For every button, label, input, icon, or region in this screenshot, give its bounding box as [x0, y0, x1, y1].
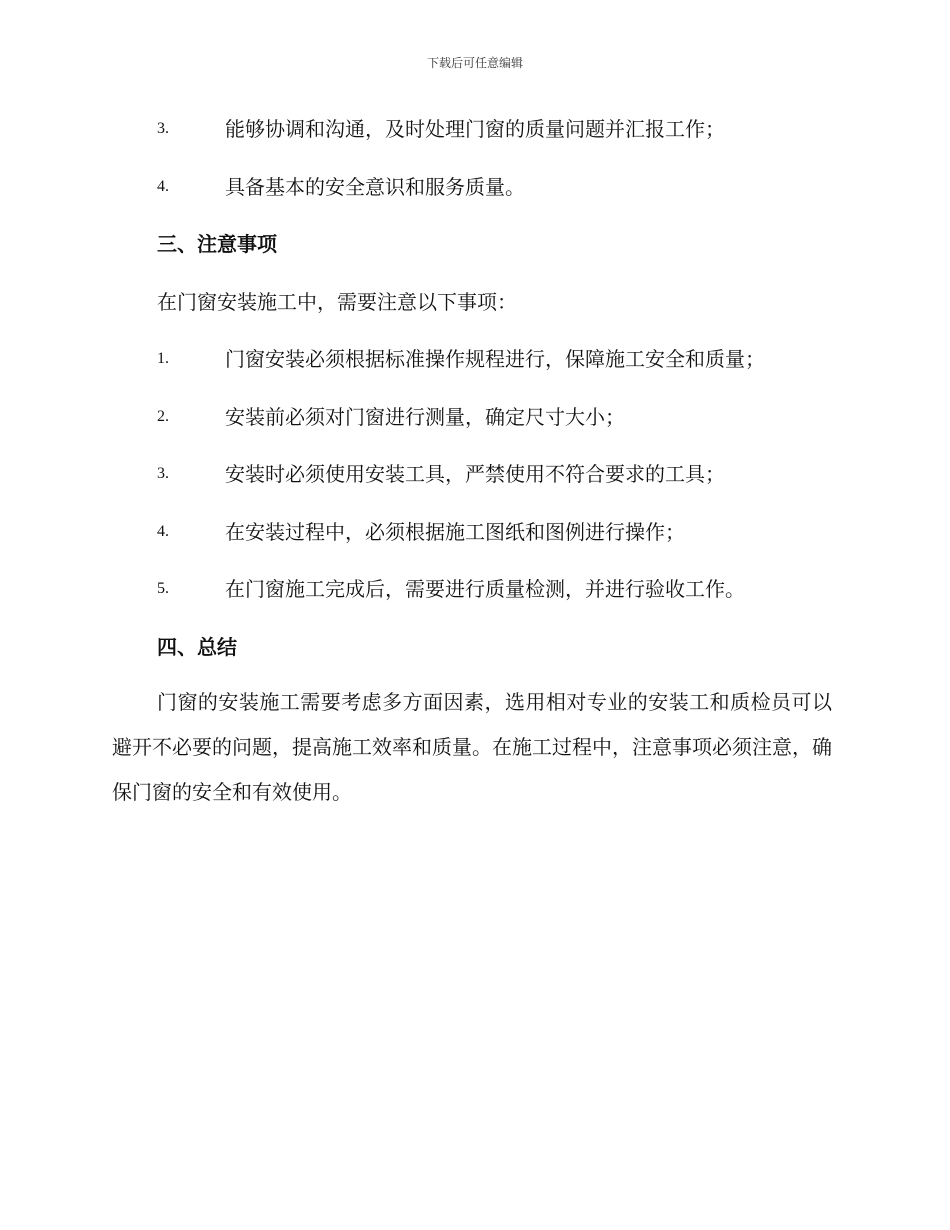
summary-paragraph: 门窗的安装施工需要考虑多方面因素，选用相对专业的安装工和质检员可以避开不必要的问题，提高施工效率和质量。在施工过程中，注意事项必须注意，确保门窗的安全和有效使用。 [112, 690, 832, 804]
list-text: 在安装过程中，必须根据施工图纸和图例进行操作； [225, 519, 685, 544]
list-item [0, 110, 950, 168]
list-text: 具备基本的安全意识和服务质量。 [225, 174, 525, 199]
list-number: 4. [157, 177, 169, 195]
list-text: 门窗安装必须根据标准操作规程进行，保障施工安全和质量； [225, 347, 765, 371]
list-number: 4. [157, 522, 169, 540]
list-number: 2. [157, 407, 169, 425]
list-item [0, 455, 950, 513]
list-item [0, 570, 950, 628]
list-number: 1. [157, 350, 169, 367]
section-heading-precautions: 三、注意事项 [157, 232, 277, 256]
list-item [0, 340, 950, 398]
document-body [0, 110, 950, 815]
list-text: 在门窗施工完成后，需要进行质量检测，并进行验收工作。 [225, 577, 745, 601]
list-text: 能够协调和沟通，及时处理门窗的质量问题并汇报工作； [225, 117, 725, 141]
list-number: 3. [157, 465, 169, 482]
list-item [0, 398, 950, 456]
list-text: 安装前必须对门窗进行测量，确定尺寸大小； [225, 404, 625, 429]
list-number: 3. [157, 120, 169, 137]
section-heading-summary: 四、总结 [157, 634, 237, 659]
list-number: 5. [157, 580, 169, 597]
precautions-intro: 在门窗安装施工中，需要注意以下事项： [157, 289, 517, 314]
list-item [0, 168, 950, 226]
list-item [0, 513, 950, 571]
page-header-note: 下载后可任意编辑 [426, 56, 523, 70]
list-text: 安装时必须使用安装工具，严禁使用不符合要求的工具； [225, 462, 725, 486]
